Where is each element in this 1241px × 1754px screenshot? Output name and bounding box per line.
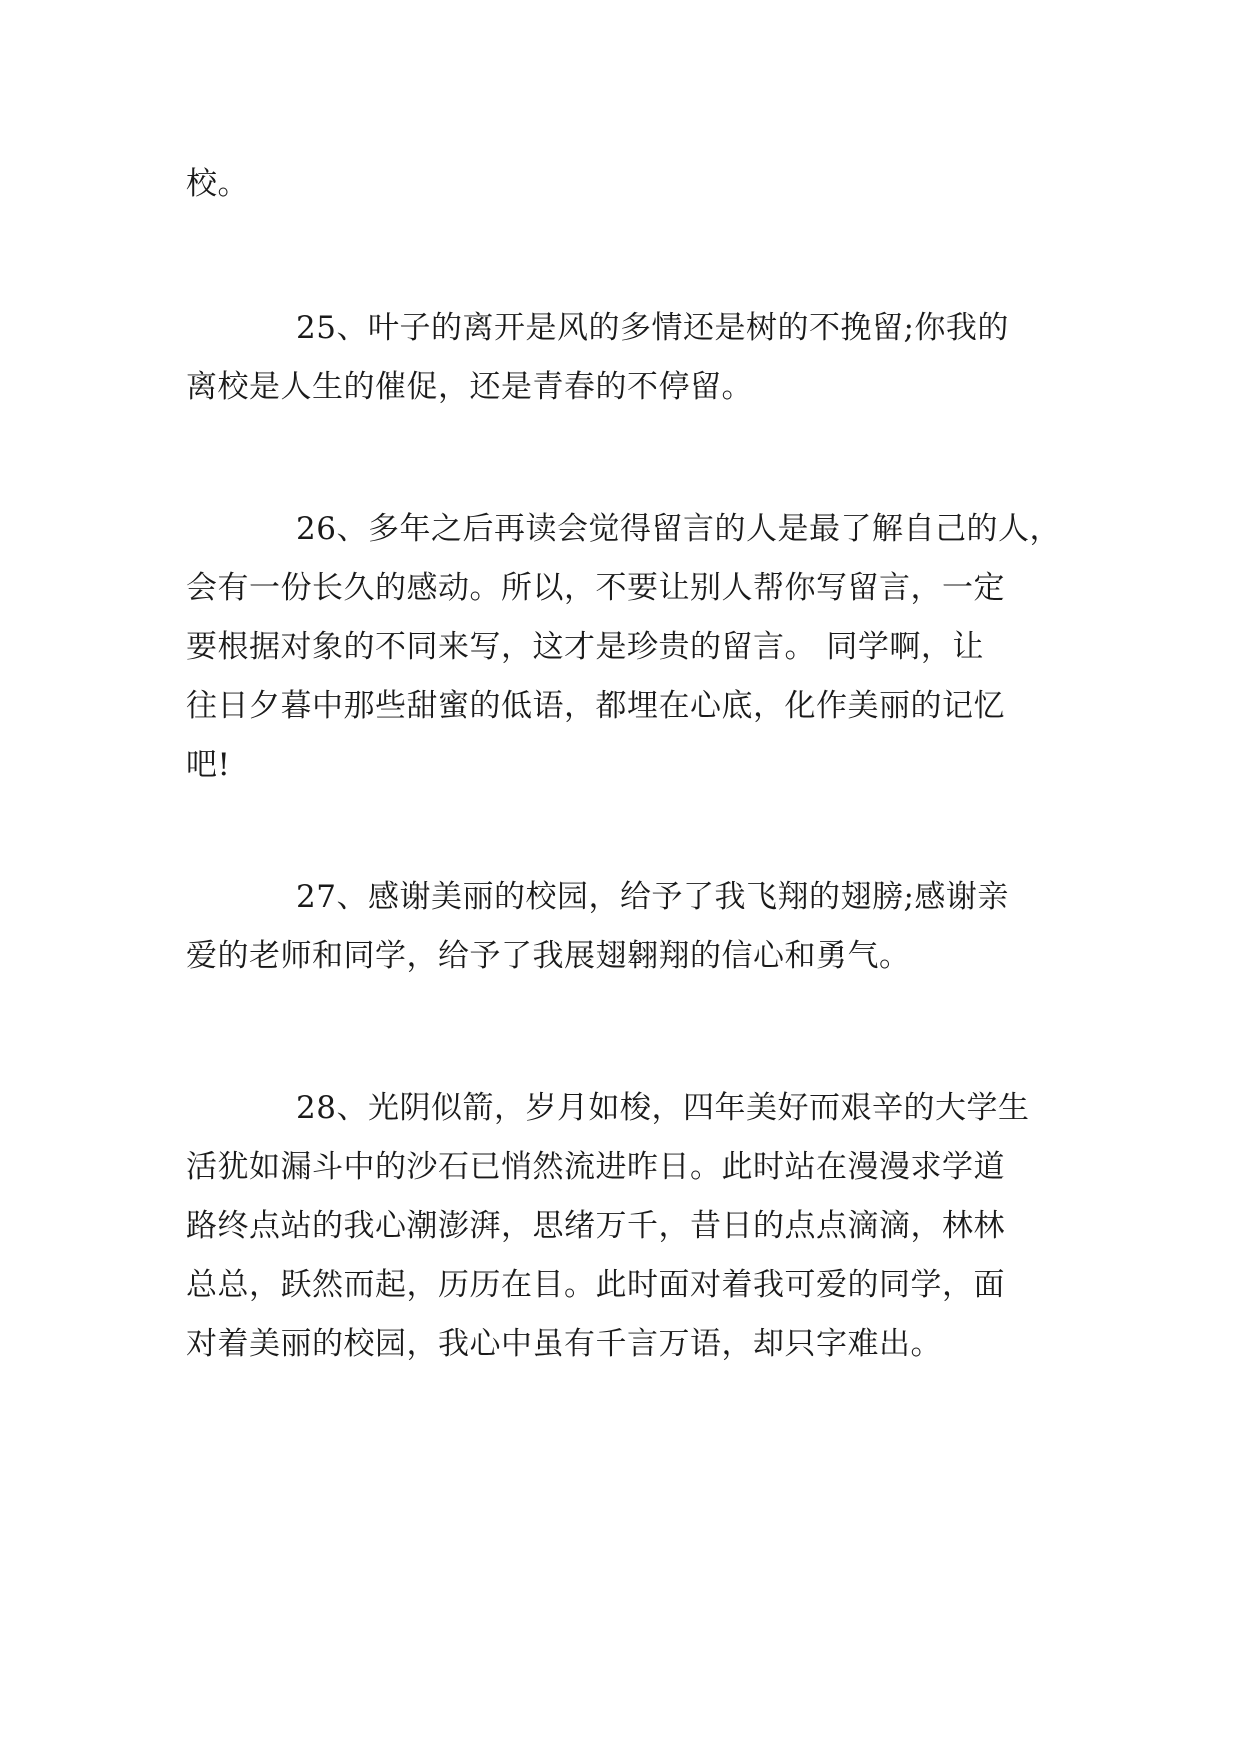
paragraph-line: 路终点站的我心潮澎湃，思绪万千，昔日的点点滴滴，林林 bbox=[186, 1208, 1005, 1244]
paragraph-26 bbox=[186, 500, 1066, 795]
paragraph-25 bbox=[186, 299, 1066, 417]
paragraph-27 bbox=[186, 868, 1066, 986]
paragraph-continuation bbox=[186, 155, 1066, 214]
paragraph-line: 离校是人生的催促，还是青春的不停留。 bbox=[186, 369, 753, 405]
paragraph-line: 要根据对象的不同来写，这才是珍贵的留言。 同学啊，让 bbox=[186, 629, 984, 665]
paragraph-line: 28、光阴似箭，岁月如梭，四年美好而艰辛的大学生 bbox=[296, 1090, 1030, 1126]
paragraph-line: 26、多年之后再读会觉得留言的人是最了解自己的人， bbox=[296, 511, 1061, 547]
paragraph-line: 吧! bbox=[186, 747, 231, 783]
paragraph-line: 总总，跃然而起，历历在目。此时面对着我可爱的同学，面 bbox=[186, 1267, 1005, 1303]
paragraph-line: 27、感谢美丽的校园，给予了我飞翔的翅膀;感谢亲 bbox=[296, 879, 1009, 915]
paragraph-line: 活犹如漏斗中的沙石已悄然流进昨日。此时站在漫漫求学道 bbox=[186, 1149, 1005, 1185]
paragraph-line: 校。 bbox=[186, 166, 249, 202]
paragraph-line: 往日夕暮中那些甜蜜的低语，都埋在心底，化作美丽的记忆 bbox=[186, 688, 1005, 724]
paragraph-line: 会有一份长久的感动。所以，不要让别人帮你写留言，一定 bbox=[186, 570, 1005, 606]
paragraph-line: 25、叶子的离开是风的多情还是树的不挽留;你我的 bbox=[296, 310, 1009, 346]
paragraph-line: 对着美丽的校园，我心中虽有千言万语，却只字难出。 bbox=[186, 1326, 942, 1362]
paragraph-line: 爱的老师和同学，给予了我展翅翱翔的信心和勇气。 bbox=[186, 938, 911, 974]
paragraph-28 bbox=[186, 1079, 1066, 1374]
